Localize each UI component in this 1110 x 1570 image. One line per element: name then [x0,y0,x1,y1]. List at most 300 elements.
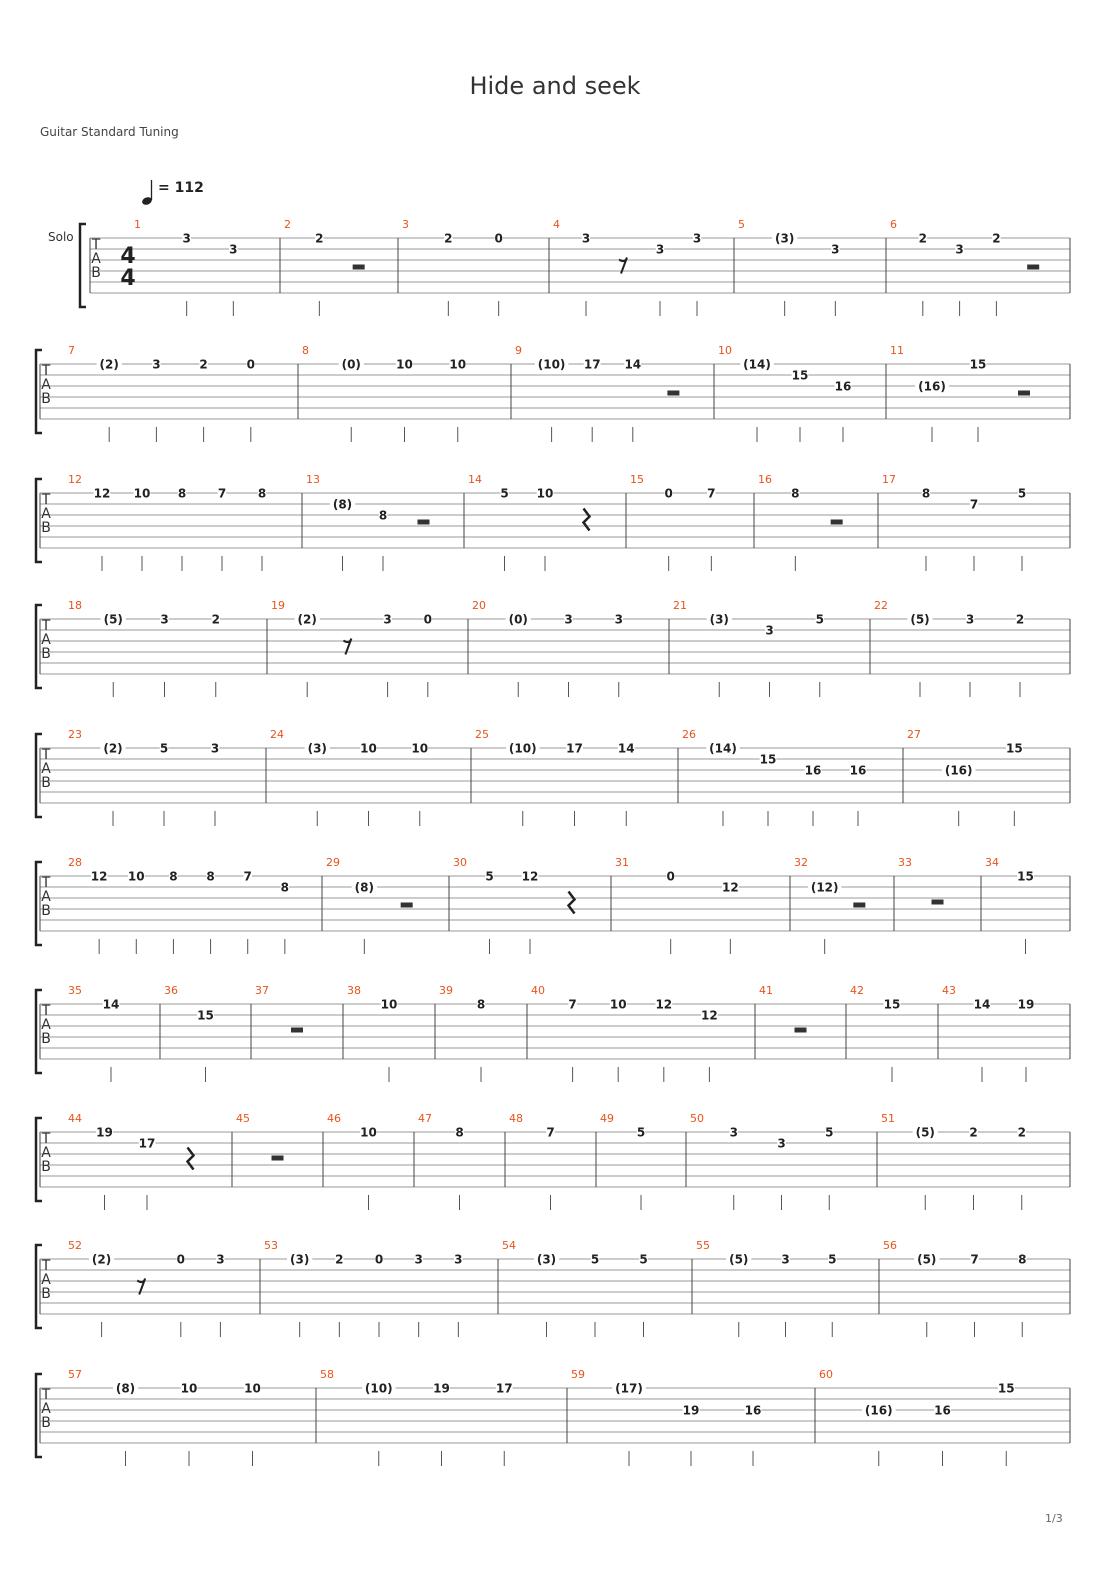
measure-number: 41 [759,984,773,997]
fret-number: 12 [655,997,673,1012]
measure [794,856,865,954]
measure-number: 52 [68,1239,82,1252]
measure [890,218,1039,316]
measure [68,856,289,954]
tempo-value: = 112 [158,180,204,196]
measure-number: 21 [673,599,687,612]
tied-fret-number: (3) [290,1252,310,1267]
tied-fret-number: (5) [729,1252,749,1267]
tied-fret-number: (5) [910,612,930,627]
fret-number: 0 [494,231,503,246]
measure [882,473,1026,571]
measure [68,1368,261,1466]
measure-number: 44 [68,1112,82,1125]
tab-clef-letter: A [91,251,101,267]
tied-fret-number: (5) [103,612,123,627]
fret-number: 3 [965,612,975,627]
fret-number: 10 [536,486,554,501]
fret-number: 14 [102,997,120,1012]
time-sig-denominator: 4 [120,266,136,291]
fret-number: 16 [849,763,867,778]
tied-fret-number: (8) [354,880,374,895]
measure [271,599,432,697]
fret-number: 3 [581,231,591,246]
measure-number: 5 [738,218,745,231]
measure-number: 29 [326,856,340,869]
tied-fret-number: (0) [508,612,528,627]
fret-number: 8 [1018,1252,1027,1267]
measure [531,984,718,1082]
fret-number: 14 [617,741,635,756]
fret-number: 10 [360,741,377,756]
half-rest-icon [831,520,843,525]
fret-number: 2 [211,612,220,627]
tab-clef-letter: T [41,875,51,891]
measure [985,856,1034,954]
fret-number: 0 [176,1252,185,1267]
measure [690,1112,833,1210]
measure [673,599,824,697]
measure [850,984,900,1082]
tuning-label: Guitar Standard Tuning [40,125,179,139]
measure [819,1368,1015,1466]
fret-number: 5 [828,1252,837,1267]
measure-number: 55 [696,1239,710,1252]
measure-number: 36 [164,984,178,997]
measure-number: 43 [942,984,956,997]
tab-clef-letter: A [41,1145,51,1161]
fret-number: 19 [682,1403,700,1418]
measure-number: 9 [515,344,522,357]
tied-fret-number: (2) [297,612,317,627]
time-signature [120,244,135,291]
measure [68,728,219,826]
fret-number: 2 [335,1252,344,1267]
measure-number: 56 [883,1239,897,1252]
tied-fret-number: (3) [709,612,729,627]
fret-number: 3 [655,242,665,257]
measure [326,856,413,954]
fret-number: 5 [1017,486,1027,501]
fret-number: 16 [744,1403,762,1418]
fret-number: 15 [969,357,987,372]
tied-fret-number: (16) [944,763,973,778]
measure [439,984,485,1082]
fret-number: 2 [918,231,927,246]
quarter-rest-icon [584,509,590,531]
fret-number: 8 [791,486,800,501]
system-bracket [80,224,86,307]
whole-rest-icon [932,900,944,905]
fret-number: 7 [568,997,577,1012]
measure-number: 12 [68,473,82,486]
tied-fret-number: (17) [615,1381,643,1396]
measure [758,473,843,571]
measure [600,1112,645,1210]
tab-system [36,990,1070,1073]
fret-number: 2 [1017,1125,1026,1140]
fret-number: 14 [624,357,642,372]
tied-fret-number: (10) [364,1381,393,1396]
measure [615,856,739,954]
half-rest-icon [401,903,413,908]
tab-clef-letter: A [41,1401,51,1417]
fret-number: 10 [449,357,467,372]
measure-number: 4 [553,218,560,231]
fret-number: 19 [1017,997,1035,1012]
fret-number: 15 [197,1008,214,1023]
fret-number: 3 [383,612,392,627]
tied-fret-number: (10) [508,741,537,756]
tab-clef-letter: T [41,1258,51,1274]
score-title: Hide and seek [469,72,641,100]
measure-number: 49 [600,1112,614,1125]
quarter-rest-icon [569,892,575,914]
fret-number: 5 [590,1252,600,1267]
half-rest-icon [853,903,865,908]
measure [874,599,1024,697]
fret-number: 3 [614,612,623,627]
fret-number: 10 [180,1381,198,1396]
whole-rest-icon [272,1156,284,1161]
measure [942,984,1034,1082]
tied-fret-number: (16) [918,379,946,394]
measure [134,218,238,316]
measure [881,1112,1026,1210]
fret-number: 2 [315,231,324,246]
fret-number: 5 [639,1252,648,1267]
measure-number: 53 [264,1239,278,1252]
fret-number: 7 [969,497,979,512]
measure-number: 18 [68,599,82,612]
tab-clef-letter: A [41,632,51,648]
tied-fret-number: (5) [917,1252,937,1267]
measure-number: 24 [270,728,284,741]
tied-fret-number: (3) [775,231,795,246]
track-name: Solo [48,230,74,244]
fret-number: 3 [955,242,964,257]
fret-number: 8 [169,869,178,884]
fret-number: 15 [997,1381,1015,1396]
measure-number: 7 [68,344,75,357]
fret-number: 16 [934,1403,951,1418]
measure [509,1112,555,1210]
fret-number: 3 [216,1252,225,1267]
fret-number: 12 [90,869,108,884]
fret-number: 15 [791,368,809,383]
fret-number: 8 [206,869,215,884]
measure [68,984,119,1082]
fret-number: 10 [396,357,413,372]
tied-fret-number: (12) [810,880,839,895]
fret-number: 5 [500,486,509,501]
measure-number: 38 [347,984,361,997]
fret-number: 16 [804,763,822,778]
measure-number: 23 [68,728,82,741]
tab-clef-letter: T [41,1131,51,1147]
fret-number: 8 [476,997,486,1012]
fret-number: 0 [423,612,432,627]
measure-number: 26 [682,728,696,741]
fret-number: 12 [521,869,539,884]
fret-number: 5 [825,1125,834,1140]
measure [890,344,1030,442]
fret-number: 8 [378,508,388,523]
fret-number: 3 [454,1252,463,1267]
tab-clef-letter: B [41,775,51,791]
fret-number: 7 [243,869,252,884]
measure [502,1239,648,1337]
measure [164,984,214,1082]
measure [68,344,255,442]
tied-fret-number: (3) [536,1252,557,1267]
fret-number: 10 [127,869,145,884]
measure-number: 15 [630,473,644,486]
measure-number: 45 [236,1112,250,1125]
measure-number: 40 [531,984,545,997]
measure [738,218,840,316]
measure-number: 14 [468,473,482,486]
fret-number: 7 [546,1125,555,1140]
measure [759,984,807,1033]
fret-number: 10 [360,1125,377,1140]
fret-number: 8 [280,880,290,895]
fret-number: 7 [970,1252,979,1267]
fret-number: 2 [1015,612,1025,627]
tied-fret-number: (2) [91,1252,112,1267]
measure-number: 47 [418,1112,432,1125]
whole-rest-icon [795,1028,807,1033]
fret-number: 3 [229,242,238,257]
measure-number: 35 [68,984,82,997]
measure [418,1112,464,1210]
measure [515,344,679,442]
fret-number: 15 [1005,741,1023,756]
fret-number: 3 [781,1252,790,1267]
tab-clef-letter: B [41,1415,51,1431]
measure-number: 30 [453,856,467,869]
tied-fret-number: (2) [103,741,123,756]
fret-number: 5 [485,869,494,884]
tab-clef-letter: T [41,1003,51,1019]
fret-number: 10 [244,1381,261,1396]
tied-fret-number: (8) [332,497,353,512]
measure-number: 59 [571,1368,585,1381]
tab-clef-letter: T [41,363,51,379]
measure-number: 2 [284,218,291,231]
fret-number: 10 [380,997,398,1012]
measure-number: 42 [850,984,864,997]
measure [883,1239,1026,1337]
measure [320,1368,513,1466]
measure [472,599,623,697]
fret-number: 8 [921,486,931,501]
tab-clef-letter: B [41,391,51,407]
fret-number: 8 [455,1125,464,1140]
fret-number: 17 [566,741,583,756]
measure [468,473,590,571]
measure-number: 37 [255,984,269,997]
half-rest-icon [1027,265,1039,270]
fret-number: 10 [411,741,429,756]
measure-number: 57 [68,1368,82,1381]
tab-clef-letter: B [41,520,51,536]
tab-clef-letter: B [41,646,51,662]
measure-number: 46 [327,1112,341,1125]
measure [270,728,428,826]
measure [68,599,220,697]
measure [306,473,430,571]
page-number: 1/3 [1045,1512,1063,1525]
fret-number: 2 [444,231,453,246]
measure [553,218,701,316]
measure-number: 1 [134,218,141,231]
measure-number: 20 [472,599,486,612]
measure-number: 58 [320,1368,334,1381]
tied-fret-number: (10) [537,357,566,372]
half-rest-icon [667,391,679,396]
measure [327,1112,377,1210]
fret-number: 8 [177,486,187,501]
measure [302,344,466,442]
measure-number: 10 [718,344,732,357]
fret-number: 0 [246,357,255,372]
measure-number: 17 [882,473,896,486]
fret-number: 14 [973,997,991,1012]
fret-number: 10 [609,997,627,1012]
fret-number: 3 [765,623,774,638]
measure [630,473,716,571]
measure [236,1112,284,1161]
whole-rest-icon [291,1028,303,1033]
measure-number: 19 [271,599,285,612]
fret-number: 10 [133,486,151,501]
fret-number: 3 [182,231,191,246]
tab-system [36,734,1070,817]
fret-number: 0 [374,1252,384,1267]
measure [571,1368,761,1466]
tied-fret-number: (14) [743,357,771,372]
fret-number: 16 [834,379,852,394]
measure-number: 33 [898,856,912,869]
measure [68,473,266,571]
measure-number: 11 [890,344,904,357]
fret-number: 12 [701,1008,718,1023]
half-rest-icon [418,520,430,525]
fret-number: 0 [666,869,675,884]
fret-number: 3 [160,612,169,627]
fret-number: 3 [564,612,573,627]
tab-clef-letter: A [41,1272,51,1288]
tab-clef-letter: T [41,492,51,508]
fret-number: 19 [96,1125,113,1140]
measure-number: 34 [985,856,999,869]
quarter-rest-icon [188,1148,194,1170]
fret-number: 3 [414,1252,423,1267]
tab-clef-letter: B [91,265,101,281]
measure [264,1239,463,1337]
fret-number: 5 [815,612,824,627]
measure [347,984,397,1082]
measure-number: 28 [68,856,82,869]
measure-number: 22 [874,599,888,612]
tab-clef-letter: B [41,903,51,919]
fret-number: 3 [729,1125,738,1140]
measure [475,728,635,826]
fret-number: 0 [664,486,673,501]
fret-number: 5 [636,1125,646,1140]
fret-number: 2 [992,231,1001,246]
measure-number: 60 [819,1368,833,1381]
tab-clef-letter: A [41,761,51,777]
measure [68,1239,225,1337]
measure-number: 8 [302,344,309,357]
fret-number: 12 [93,486,111,501]
fret-number: 15 [883,997,901,1012]
measure-number: 50 [690,1112,704,1125]
measure-number: 39 [439,984,453,997]
fret-number: 17 [583,357,601,372]
tied-fret-number: (14) [709,741,737,756]
measure [453,856,575,954]
fret-number: 15 [759,752,777,767]
tied-fret-number: (0) [341,357,361,372]
half-rest-icon [353,265,365,270]
tab-clef-letter: B [41,1031,51,1047]
fret-number: 17 [138,1136,156,1151]
fret-number: 2 [199,357,208,372]
tab-clef-letter: B [41,1159,51,1175]
tab-clef-letter: T [41,1387,51,1403]
fret-number: 3 [777,1136,786,1151]
fret-number: 3 [692,231,702,246]
tab-clef-letter: B [41,1286,51,1302]
measure-number: 51 [881,1112,895,1125]
tied-fret-number: (2) [99,357,119,372]
fret-number: 17 [495,1381,513,1396]
measure-number: 16 [758,473,772,486]
measure-number: 3 [402,218,409,231]
measure-number: 32 [794,856,808,869]
tab-clef-letter: T [91,237,101,253]
measure [284,218,365,316]
measure [255,984,303,1033]
tied-fret-number: (5) [915,1125,935,1140]
measure-number: 13 [306,473,320,486]
tied-fret-number: (3) [307,741,327,756]
tab-system [36,862,1070,945]
fret-number: 3 [152,357,161,372]
measure [682,728,866,826]
tied-fret-number: (16) [864,1403,893,1418]
measure [402,218,503,316]
measure-number: 25 [475,728,489,741]
measure-number: 31 [615,856,629,869]
measure-number: 6 [890,218,897,231]
time-sig-numerator: 4 [120,244,136,269]
measure [907,728,1023,826]
measure-number: 27 [907,728,921,741]
tab-clef-letter: T [41,747,51,763]
fret-number: 3 [210,741,220,756]
measure [68,1112,194,1210]
tab-clef-letter: T [41,618,51,634]
measure [718,344,851,442]
measure-number: 54 [502,1239,516,1252]
fret-number: 2 [969,1125,978,1140]
fret-number: 12 [721,880,739,895]
half-rest-icon [1018,391,1030,396]
